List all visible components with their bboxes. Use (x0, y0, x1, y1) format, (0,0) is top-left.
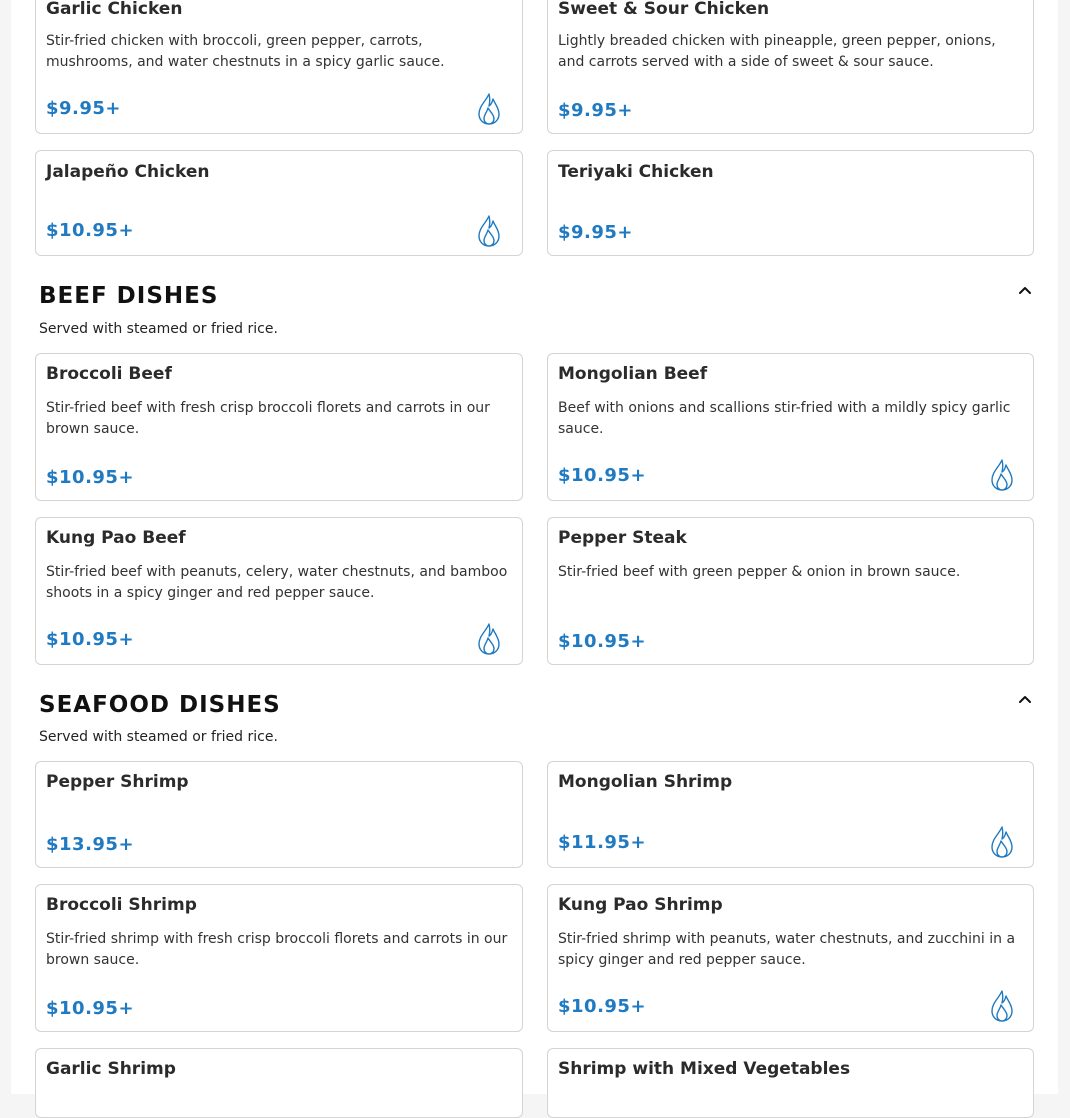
chevron-up-icon[interactable] (1017, 284, 1033, 296)
chevron-up-icon[interactable] (1017, 693, 1033, 705)
menu-item-name: Sweet & Sour Chicken (558, 0, 770, 19)
menu-item-price: $10.95+ (46, 998, 135, 1019)
menu-item-price: $11.95+ (558, 832, 647, 853)
menu-item-card[interactable] (35, 884, 523, 1032)
menu-item-description: Stir-fried beef with peanuts, celery, water chestnuts, and bamboo shoots in a spicy ginger and red pepper sauce. (46, 564, 508, 601)
menu-item-card[interactable] (547, 150, 1034, 256)
menu-item-name: Pepper Shrimp (46, 772, 189, 792)
menu-item-card[interactable] (547, 884, 1034, 1032)
menu-item-price: $9.95+ (46, 98, 122, 119)
menu-item-card[interactable] (35, 0, 523, 134)
menu-item-price: $9.95+ (558, 222, 634, 243)
menu-item-name: Garlic Chicken (46, 0, 183, 19)
menu-item-name: Garlic Shrimp (46, 1059, 176, 1079)
menu-item-price: $10.95+ (558, 996, 647, 1017)
menu-item-description: Beef with onions and scallions stir-fried with a mildly spicy garlic sauce. (558, 400, 1011, 437)
menu-item-price: $9.95+ (558, 100, 634, 121)
menu-item-card[interactable] (35, 353, 523, 501)
menu-item-name: Teriyaki Chicken (558, 162, 714, 182)
section-title-seafood: SEAFOOD DISHES (39, 692, 281, 718)
flame-icon (476, 623, 502, 655)
menu-item-price: $10.95+ (558, 465, 647, 486)
menu-item-card[interactable] (35, 761, 523, 868)
menu-item-name: Jalapeño Chicken (46, 162, 210, 182)
section-title-beef: BEEF DISHES (39, 283, 219, 309)
menu-item-description: Stir-fried beef with fresh crisp broccoli florets and carrots in our brown sauce. (46, 400, 490, 437)
menu-item-price: $10.95+ (46, 629, 135, 650)
menu-item-description: Lightly breaded chicken with pineapple, green pepper, onions, and carrots served with a side of sweet & sour sauce. (558, 33, 996, 70)
menu-item-price: $10.95+ (46, 220, 135, 241)
menu-item-card[interactable] (35, 150, 523, 256)
menu-item-description: Stir-fried chicken with broccoli, green pepper, carrots, mushrooms, and water chestnuts in a spicy garlic sauce. (46, 33, 445, 70)
section-subtitle-beef: Served with steamed or fried rice. (39, 321, 278, 337)
menu-item-card[interactable] (35, 1048, 523, 1118)
section-subtitle-seafood: Served with steamed or fried rice. (39, 729, 278, 745)
menu-item-card[interactable] (547, 761, 1034, 868)
menu-item-card[interactable] (547, 517, 1034, 665)
flame-icon (476, 93, 502, 125)
menu-item-card[interactable] (547, 0, 1034, 134)
menu-item-name: Kung Pao Shrimp (558, 895, 723, 915)
menu-item-name: Shrimp with Mixed Vegetables (558, 1059, 851, 1079)
menu-item-price: $10.95+ (558, 631, 647, 652)
flame-icon (989, 459, 1015, 491)
menu-item-description: Stir-fried beef with green pepper & onion in brown sauce. (558, 564, 961, 580)
menu-item-name: Mongolian Shrimp (558, 772, 733, 792)
menu-item-name: Kung Pao Beef (46, 528, 186, 548)
menu-item-price: $13.95+ (46, 834, 135, 855)
menu-item-description: Stir-fried shrimp with fresh crisp broccoli florets and carrots in our brown sauce. (46, 931, 508, 968)
menu-item-name: Broccoli Beef (46, 364, 172, 384)
flame-icon (989, 826, 1015, 858)
menu-item-card[interactable] (547, 1048, 1034, 1118)
menu-item-card[interactable] (547, 353, 1034, 501)
menu-item-name: Mongolian Beef (558, 364, 708, 384)
menu-item-description: Stir-fried shrimp with peanuts, water chestnuts, and zucchini in a spicy ginger and red pepper sauce. (558, 931, 1016, 968)
menu-item-card[interactable] (35, 517, 523, 665)
flame-icon (989, 990, 1015, 1022)
menu-item-price: $10.95+ (46, 467, 135, 488)
menu-item-name: Broccoli Shrimp (46, 895, 197, 915)
menu-item-name: Pepper Steak (558, 528, 687, 548)
flame-icon (476, 215, 502, 247)
